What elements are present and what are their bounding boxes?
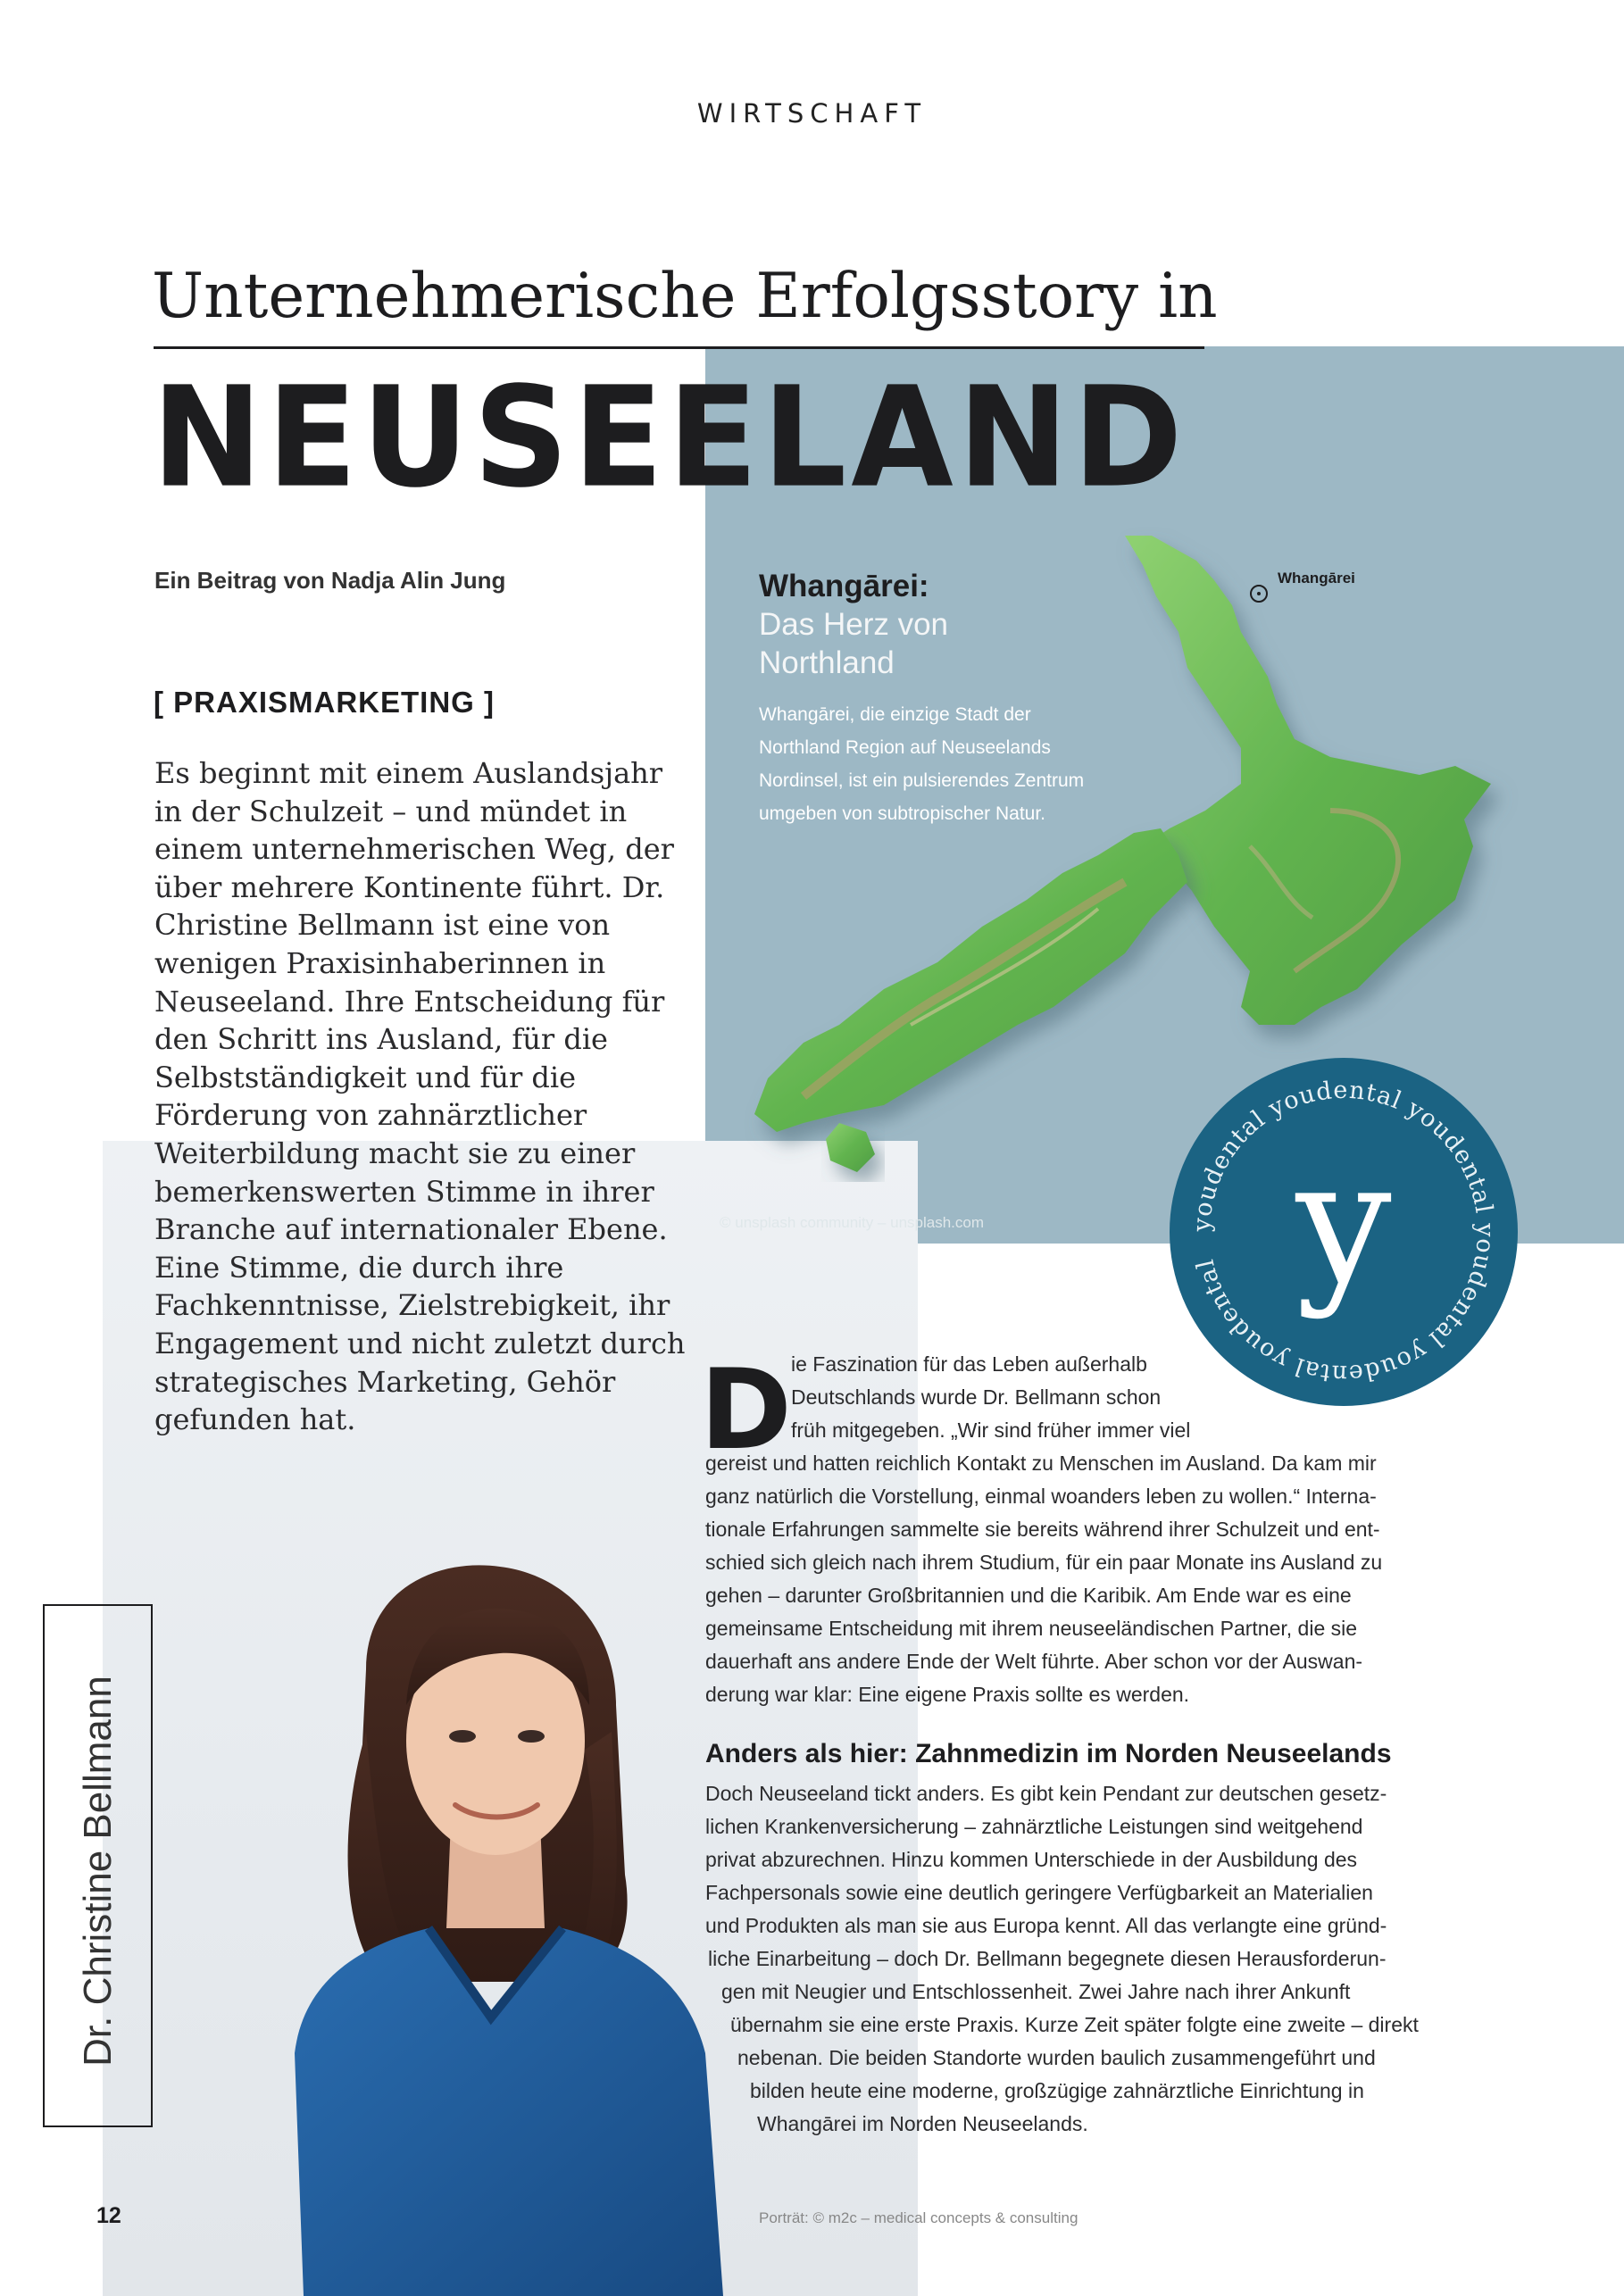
map-heading: Whangārei: xyxy=(759,569,929,603)
article-line: schied sich gleich nach ihrem Studium, für ein paar Monate ins Ausland zu xyxy=(705,1551,1383,1574)
title-rule xyxy=(154,346,1204,349)
article-line: privat abzurechnen. Hinzu kommen Unterschiede in der Ausbildung des xyxy=(705,1848,1358,1871)
article-line: Doch Neuseeland tickt anders. Es gibt kein Pendant zur deutschen gesetz- xyxy=(705,1782,1387,1805)
stewart-island xyxy=(826,1123,875,1172)
article-line: gen mit Neugier und Entschlossenheit. Zwei Jahre nach ihrer Ankunft xyxy=(721,1980,1351,2003)
article-line: gehen – darunter Großbritannien und die Karibik. Am Ende war es eine xyxy=(705,1584,1352,1607)
article-line: und Produkten als man sie aus Europa kennt. All das verlangte eine gründ- xyxy=(705,1914,1387,1937)
article-line: ie Faszination für das Leben außerhalb xyxy=(791,1352,1147,1376)
article-line: übernahm sie eine erste Praxis. Kurze Zeit später folgte eine zweite – direkt xyxy=(730,2013,1419,2036)
portrait-caption: Dr. Christine Bellmann xyxy=(76,1676,120,2067)
portrait-photo xyxy=(232,1553,768,2296)
kicker: [ PRAXISMARKETING ] xyxy=(154,686,495,719)
city-marker-icon xyxy=(1250,585,1268,603)
article-line: Deutschlands wurde Dr. Bellmann schon xyxy=(791,1385,1162,1409)
north-island xyxy=(1125,536,1491,1025)
article-line: tionale Erfahrungen sammelte sie bereits während ihrer Schulzeit und ent- xyxy=(705,1518,1380,1541)
intro-paragraph: Es beginnt mit einem Auslandsjahr in der Schulzeit – und mündet in einem unternehmerischen Weg, der über mehrere Kontinente führt. Dr. Christine Bellmann ist eine von wenigen Praxisinhaberinnen in Neuseeland. Ihre Entscheidung für den Schritt ins Ausland, für die Selbstständigkeit und für die Förderung von zahnärztlicher Weiterbildung macht sie zu einer bemerkenswerten Stimme in ihrer Branche auf internationaler Ebene. Eine Stimme, die durch ihre Fachkenntnisse, Zielstrebigkeit, ihr Engagement und nicht zuletzt durch strategisches Marketing, Gehör gefunden hat. xyxy=(154,756,686,1437)
badge-letter: y xyxy=(1295,1124,1392,1321)
scrubs xyxy=(295,1928,723,2296)
section-label: WIRTSCHAFT xyxy=(696,98,928,129)
map-credit: © unsplash community – unsplash.com xyxy=(720,1214,984,1231)
youdental-badge xyxy=(1165,1053,1522,1410)
article-line: dauerhaft ans andere Ende der Welt führte. Aber schon vor der Auswan- xyxy=(705,1650,1363,1673)
article-line: lichen Krankenversicherung – zahnärztliche Leistungen sind weitgehend xyxy=(705,1815,1363,1838)
article-line: Fachpersonals sowie eine deutlich geringere Verfügbarkeit an Materialien xyxy=(705,1881,1373,1904)
article-line: derung war klar: Eine eigene Praxis sollte es werden. xyxy=(705,1683,1190,1706)
article-line: ganz natürlich die Vorstellung, einmal woanders leben zu wollen.“ Interna- xyxy=(705,1485,1377,1508)
article-line: gemeinsame Entscheidung mit ihrem neuseeländischen Partner, die sie xyxy=(705,1617,1358,1640)
page-number: 12 xyxy=(96,2203,121,2228)
drop-cap: D xyxy=(700,1346,792,1475)
article-line: liche Einarbeitung – doch Dr. Bellmann begegnete diesen Herausforderun- xyxy=(708,1947,1387,1970)
article-line: gereist und hatten reichlich Kontakt zu Menschen im Ausland. Da kam mir xyxy=(705,1452,1377,1475)
article-line: Whangārei im Norden Neuseelands. xyxy=(757,2112,1088,2135)
photo-credit: Porträt: © m2c – medical concepts & consulting xyxy=(759,2209,1079,2226)
map-city-label: Whangārei xyxy=(1278,570,1355,586)
article-line: nebenan. Die beiden Standorte wurden baulich zusammengeführt und xyxy=(737,2046,1376,2069)
byline: Ein Beitrag von Nadja Alin Jung xyxy=(154,567,506,594)
map-description: Whangārei, die einzige Stadt der Northland Region auf Neuseelands Nordinsel, ist ein pulsierendes Zentrum umgeben von subtropischer Natur. xyxy=(759,704,1085,824)
article-line: früh mitgegeben. „Wir sind früher immer viel xyxy=(791,1418,1191,1442)
title-line-2: NEUSEELAND xyxy=(152,356,1187,519)
article-subhead: Anders als hier: Zahnmedizin im Norden Neuseelands xyxy=(705,1739,1392,1768)
portrait-caption-box xyxy=(43,1604,153,2127)
article-line: bilden heute eine moderne, großzügige zahnärztliche Einrichtung in xyxy=(750,2079,1364,2102)
intro-text xyxy=(154,754,690,1439)
map-subheading: Das Herz von Northland xyxy=(759,607,949,680)
title-line-1: Unternehmerische Erfolgsstory in xyxy=(152,261,1218,332)
badge-ring-text: youdental youdental youdental youdental youdental youdental xyxy=(1187,1076,1500,1388)
